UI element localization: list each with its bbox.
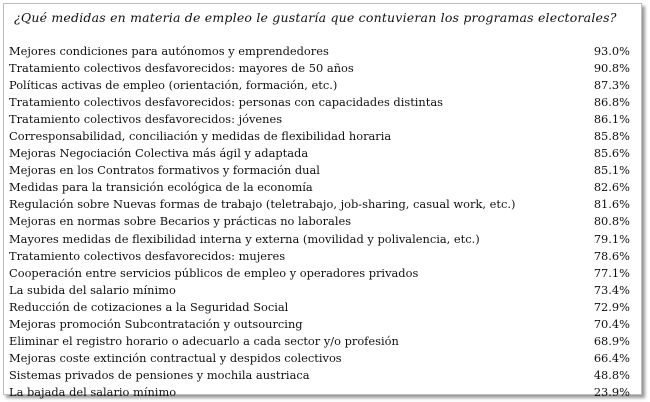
table-row (4, 111, 641, 128)
row-label: Políticas activas de empleo (orientación, formación, etc.) (9, 78, 338, 93)
row-value: 77.1% (593, 265, 630, 280)
row-value: 86.8% (593, 95, 630, 110)
row-value: 70.4% (593, 316, 630, 331)
table-row (4, 145, 641, 162)
row-label: Mejoras promoción Subcontratación y outsourcing (9, 316, 303, 331)
row-value: 93.0% (593, 44, 630, 58)
row-label: La subida del salario mínimo (9, 282, 176, 297)
table-row (4, 384, 641, 401)
table-row (4, 282, 641, 299)
row-label: Eliminar el registro horario o adecuarlo a cada sector y/o profesión (9, 333, 399, 348)
table-row (4, 367, 641, 384)
row-value: 72.9% (593, 299, 630, 314)
table-row (4, 231, 641, 248)
row-label: Mejoras Negociación Colectiva más ágil y adaptada (9, 146, 309, 161)
row-label: Sistemas privados de pensiones y mochila austriaca (9, 367, 310, 382)
survey-table (3, 3, 642, 399)
row-label: Reducción de cotizaciones a la Seguridad Social (9, 299, 289, 314)
table-row (4, 350, 641, 367)
table-row (4, 77, 641, 94)
row-label: Tratamiento colectivos desfavorecidos: mayores de 50 años (9, 61, 354, 76)
row-value: 23.9% (593, 384, 630, 399)
row-value: 90.8% (593, 61, 630, 76)
table-row (4, 179, 641, 196)
row-value: 86.1% (593, 112, 630, 127)
row-value: 68.9% (593, 333, 630, 348)
table-row (4, 196, 641, 213)
row-value: 87.3% (593, 78, 630, 93)
row-label: Cooperación entre servicios públicos de empleo y operadores privados (9, 265, 419, 280)
row-value: 85.8% (593, 129, 630, 144)
row-value: 80.8% (593, 214, 630, 229)
row-value: 79.1% (593, 231, 630, 246)
row-value: 82.6% (593, 180, 630, 195)
table-row (4, 265, 641, 282)
row-label: Corresponsabilidad, conciliación y medidas de flexibilidad horaria (9, 129, 392, 144)
row-label: Tratamiento colectivos desfavorecidos: jóvenes (9, 112, 283, 127)
table-row (4, 128, 641, 145)
row-label: Medidas para la transición ecológica de la economía (9, 180, 313, 195)
table-row (4, 248, 641, 265)
row-value: 85.1% (593, 163, 630, 178)
row-label: Regulación sobre Nuevas formas de trabajo (teletrabajo, job-sharing, casual work, etc.) (9, 197, 516, 212)
row-value: 78.6% (593, 248, 630, 263)
row-label: Mayores medidas de flexibilidad interna y externa (movilidad y polivalencia, etc.) (9, 231, 480, 246)
table-row (4, 162, 641, 179)
row-label: Tratamiento colectivos desfavorecidos: personas con capacidades distintas (9, 95, 443, 110)
table-title: ¿Qué medidas en materia de empleo le gustaría que contuvieran los programas electorales? (14, 10, 617, 25)
row-value: 73.4% (593, 282, 630, 297)
row-label: Mejoras coste extinción contractual y despidos colectivos (9, 350, 342, 365)
table-row (4, 333, 641, 350)
table-row (4, 299, 641, 316)
row-label: La bajada del salario mínimo (9, 384, 177, 399)
row-label: Tratamiento colectivos desfavorecidos: mujeres (9, 248, 286, 263)
table-row (4, 43, 641, 60)
row-label: Mejores condiciones para autónomos y emprendedores (9, 44, 329, 58)
row-value: 81.6% (593, 197, 630, 212)
row-label: Mejoras en los Contratos formativos y formación dual (9, 163, 320, 178)
row-value: 85.6% (593, 146, 630, 161)
row-value: 48.8% (593, 367, 630, 382)
table-row (4, 60, 641, 77)
table-row (4, 94, 641, 111)
row-label: Mejoras en normas sobre Becarios y prácticas no laborales (9, 214, 352, 229)
table-rows (4, 43, 641, 401)
table-row (4, 316, 641, 333)
row-value: 66.4% (593, 350, 630, 365)
table-row (4, 213, 641, 230)
